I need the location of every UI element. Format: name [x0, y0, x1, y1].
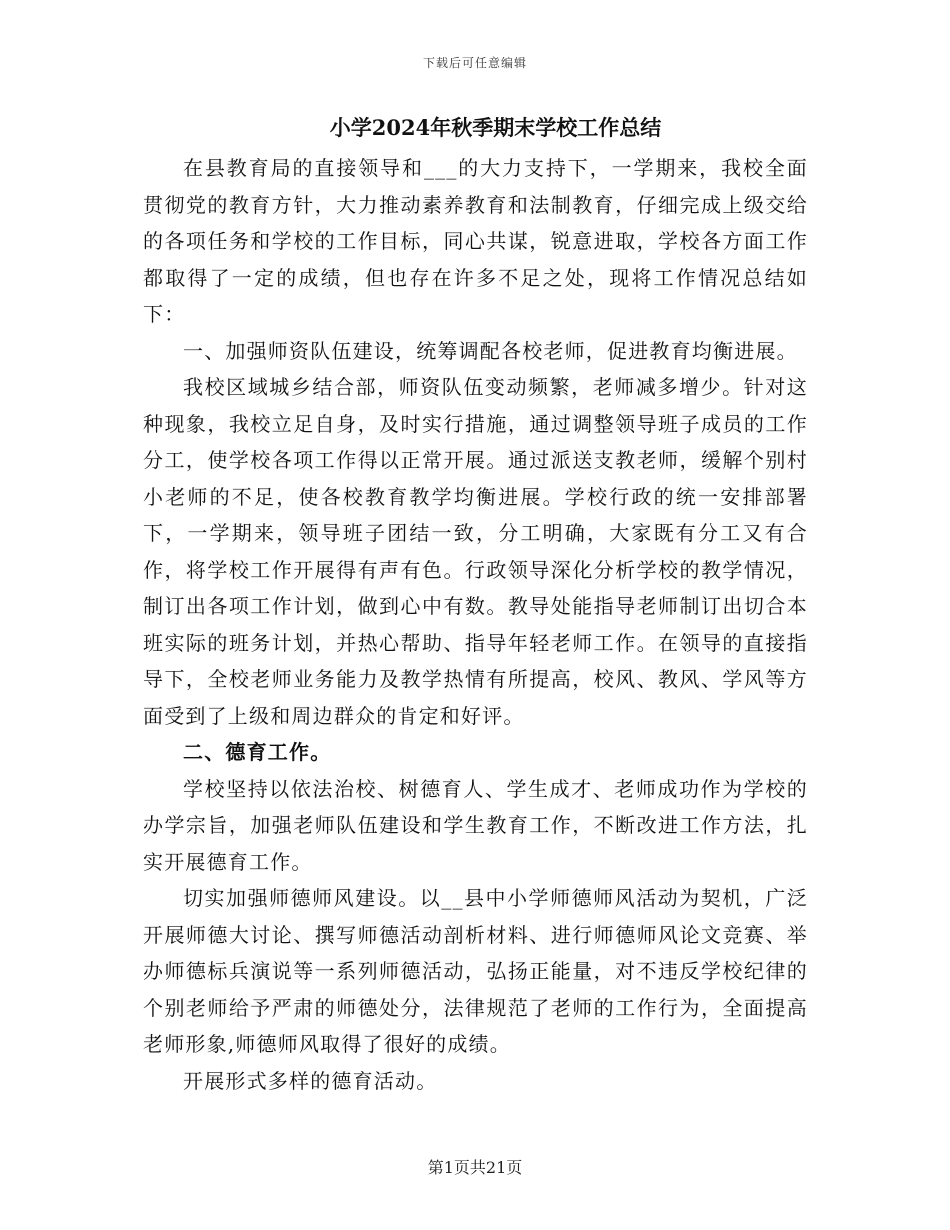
document-body	[143, 112, 808, 1099]
document-title: 小学2024年秋季期末学校工作总结	[329, 115, 662, 140]
header-note: 下载后可任意编辑	[422, 56, 527, 70]
paragraph-teacher-ethics: 切实加强师德师风建设。以__县中小学师德师风活动为契机，广泛开展师德大讨论、撰写师德活动剖析材料、进行师德师风论文竞赛、举办师德标兵演说等一系列师德活动，弘扬正能量，对不违反学校纪律的个别老师给予严肃的师德处分，法律规范了老师的工作行为，全面提高老师形象,师德师风取得了很好的成绩。	[143, 886, 808, 1056]
paragraph-intro: 在县教育局的直接领导和___的大力支持下，一学期来，我校全面贯彻党的教育方针，大力推动素养教育和法制教育，仔细完成上级交给的各项任务和学校的工作目标，同心共谋，锐意进取，学校各方面工作都取得了一定的成绩，但也存在许多不足之处，现将工作情况总结如下：	[143, 156, 808, 326]
paragraph-teacher-team: 我校区域城乡结合部，师资队伍变动频繁，老师减多增少。针对这种现象，我校立足自身，及时实行措施，通过调整领导班子成员的工作分工，使学校各项工作得以正常开展。通过派送支教老师，缓解个别村小老师的不足，使各校教育教学均衡进展。学校行政的统一安排部署下，一学期来，领导班子团结一致，分工明确，大家既有分工又有合作，将学校工作开展得有声有色。行政领导深化分析学校的教学情况，制订出各项工作计划，做到心中有数。教导处能指导老师制订出切合本班实际的班务计划，并热心帮助、指导年轻老师工作。在领导的直接指导下，全校老师业务能力及教学热情有所提高，校风、教风、学风等方面受到了上级和周边群众的肯定和好评。	[143, 375, 808, 728]
paragraph-moral-education: 学校坚持以依法治校、树德育人、学生成才、老师成功作为学校的办学宗旨，加强老师队伍建设和学生教育工作，不断改进工作方法，扎实开展德育工作。	[143, 776, 808, 874]
paragraph-activities: 开展形式多样的德育活动。	[183, 1068, 438, 1093]
section-heading-1: 一、加强师资队伍建设，统筹调配各校老师，促进教育均衡进展。	[183, 338, 798, 363]
section-heading-2: 二、德育工作。	[183, 740, 332, 764]
page-footer: 第1页共21页	[427, 1158, 523, 1177]
